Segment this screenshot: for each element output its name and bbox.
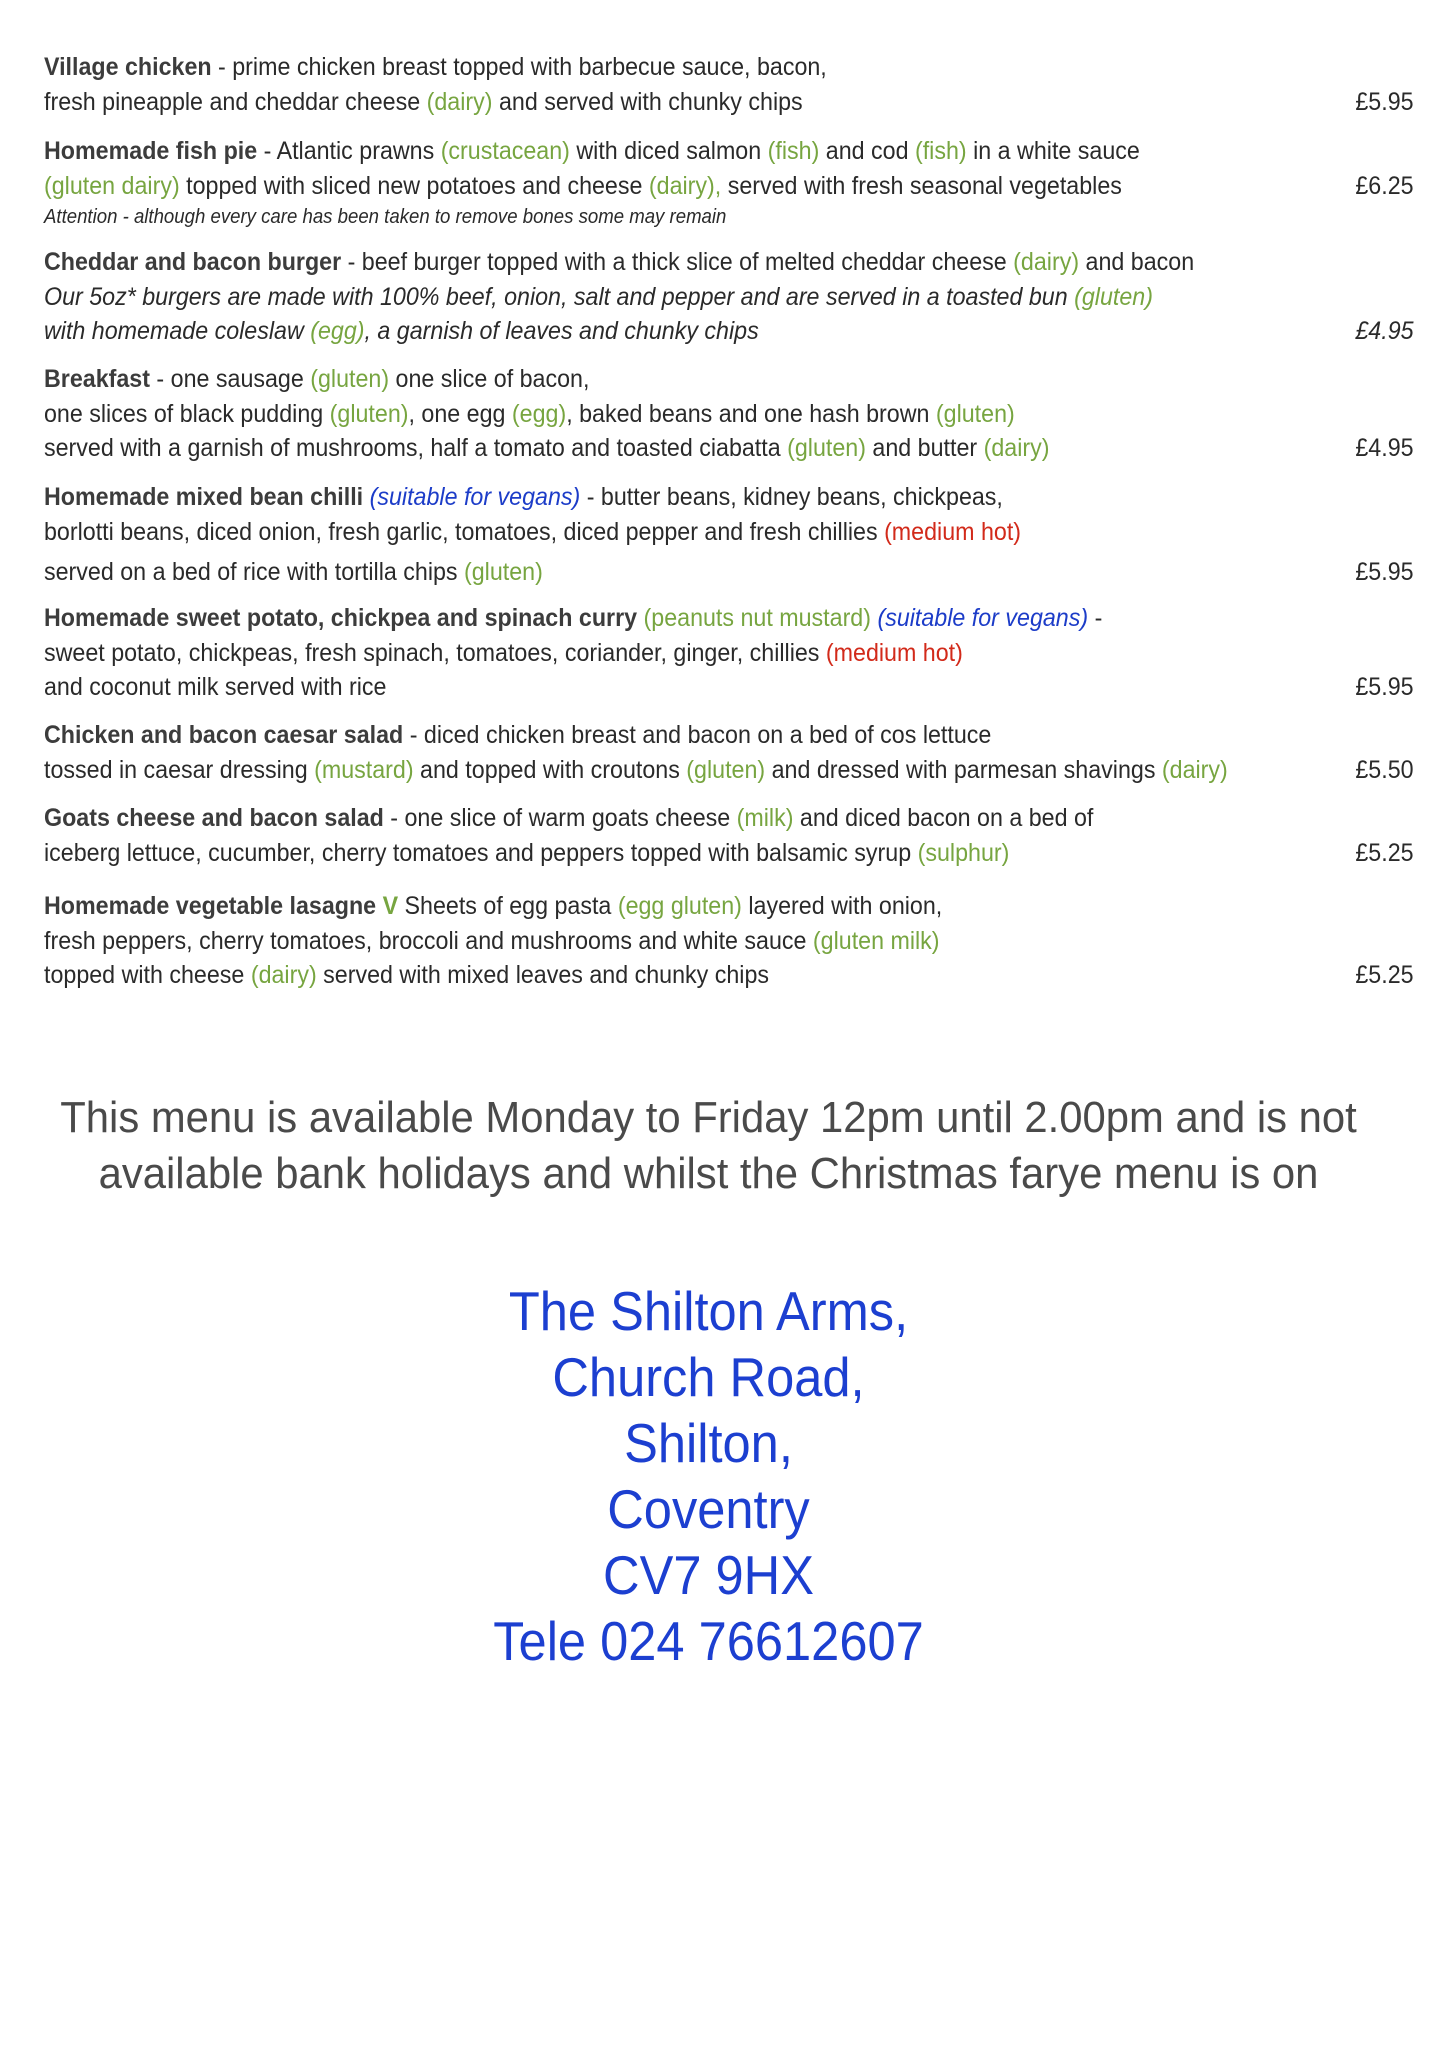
notice-line: available bank holidays and whilst the Christmas farye menu is on (98, 1149, 1319, 1198)
bones-warning-note: Attention - although every care has been taken to remove bones some may remain (44, 206, 727, 228)
pub-address (0, 1278, 1417, 1674)
item-description: iceberg lettuce, cucumber, cherry tomatoes and peppers topped with balsamic syrup (44, 838, 918, 867)
item-line (44, 958, 1318, 993)
item-description: sweet potato, chickpeas, fresh spinach, tomatoes, coriander, ginger, chillies (44, 638, 826, 667)
item-description: and coconut milk served with rice (44, 673, 387, 701)
item-line (44, 314, 1318, 349)
item-line (44, 480, 1318, 515)
item-description: tossed in caesar dressing (44, 755, 315, 784)
allergen-tag: (gluten) (464, 558, 543, 586)
item-name: Chicken and bacon caesar salad (44, 721, 404, 749)
item-line (44, 169, 1318, 204)
allergen-tag: (dairy) (426, 87, 493, 116)
item-description: served with fresh seasonal vegetables (721, 171, 1122, 200)
item-description: served on a bed of rice with tortilla chips (44, 558, 465, 586)
vegan-tag: (suitable for vegans) (369, 483, 581, 511)
item-name: Village chicken (44, 53, 212, 81)
menu-item-caesar-salad (44, 718, 1414, 787)
item-line (44, 515, 1318, 550)
menu-item-sweet-potato-curry (44, 601, 1414, 705)
menu-item-bean-chilli (44, 480, 1414, 590)
item-description: and topped with croutons (413, 755, 687, 784)
item-description: and diced bacon on a bed of (793, 804, 1094, 832)
allergen-tag: (gluten) (1074, 282, 1153, 311)
item-line (44, 889, 1318, 924)
item-description: - diced chicken breast and bacon on a bed of cos lettuce (403, 721, 992, 749)
item-description: one slices of black pudding (44, 399, 330, 428)
item-name: Homemade vegetable lasagne (44, 892, 377, 920)
vegetarian-mark: V (382, 892, 399, 920)
allergen-tag: (dairy) (1013, 248, 1080, 276)
item-price: £5.25 (1355, 961, 1414, 989)
item-description: - prime chicken breast topped with barbecue sauce, bacon, (211, 53, 827, 81)
item-description: - one sausage (149, 365, 311, 393)
address-pub-name: The Shilton Arms, (508, 1280, 909, 1342)
item-description: and butter (865, 434, 984, 462)
allergen-tag: (dairy) (1161, 755, 1228, 784)
item-line (44, 718, 1318, 753)
item-description: - Atlantic prawns (257, 137, 441, 165)
item-line (44, 670, 1318, 705)
allergen-tag: (crustacean) (440, 137, 570, 165)
allergen-tag: (dairy) (983, 434, 1050, 462)
item-description: one slice of bacon, (389, 365, 590, 393)
item-description: served with mixed leaves and chunky chips (316, 961, 770, 989)
item-description: and cod (819, 137, 915, 165)
item-description: and bacon (1079, 248, 1195, 276)
item-line (44, 753, 1318, 788)
allergen-tag: (gluten) (329, 399, 409, 428)
menu-item-breakfast (44, 362, 1414, 466)
allergen-tag: (dairy), (648, 171, 722, 200)
vegan-tag: (suitable for vegans) (877, 604, 1089, 632)
menu-item-cheddar-bacon-burger (44, 245, 1414, 349)
allergen-tag: (fish) (914, 137, 967, 165)
item-line (44, 924, 1318, 959)
item-line (44, 50, 1318, 85)
item-line (44, 245, 1318, 280)
item-price: £5.25 (1355, 838, 1414, 867)
item-line (44, 134, 1318, 169)
item-price: £5.95 (1355, 87, 1414, 116)
item-description: in a white sauce (966, 137, 1140, 165)
item-description: borlotti beans, diced onion, fresh garlic, tomatoes, diced pepper and fresh chillies (44, 517, 885, 546)
item-price: £4.95 (1355, 434, 1414, 462)
item-line (44, 801, 1318, 836)
item-line (44, 431, 1318, 466)
menu-item-village-chicken (44, 50, 1414, 119)
menu-item-goats-cheese-salad (44, 801, 1414, 870)
item-name: Goats cheese and bacon salad (44, 804, 384, 832)
item-line (44, 555, 1318, 590)
item-description: served with a garnish of mushrooms, half a tomato and toasted ciabatta (44, 434, 788, 462)
address-city: Coventry (607, 1478, 810, 1540)
item-description: fresh peppers, cherry tomatoes, broccoli and mushrooms and white sauce (44, 926, 813, 955)
item-description: - one slice of warm goats cheese (383, 804, 737, 832)
menu-item-vegetable-lasagne (44, 889, 1414, 993)
item-description: - beef burger topped with a thick slice of melted cheddar cheese (341, 248, 1014, 276)
heat-tag: (medium hot) (825, 638, 963, 667)
allergen-tag: (milk) (736, 804, 794, 832)
item-description: - (1088, 604, 1103, 632)
item-price: £5.95 (1355, 558, 1414, 586)
item-name: Cheddar and bacon burger (44, 248, 342, 276)
address-street: Church Road, (552, 1346, 865, 1408)
item-line (44, 362, 1318, 397)
allergen-tag: (sulphur) (917, 838, 1010, 867)
allergen-tag: (gluten) (935, 399, 1015, 428)
address-postcode: CV7 9HX (603, 1544, 814, 1606)
item-name: Homemade sweet potato, chickpea and spinach curry (44, 604, 638, 632)
item-line (44, 601, 1318, 636)
item-description: - butter beans, kidney beans, chickpeas, (580, 483, 1003, 511)
notice-line: This menu is available Monday to Friday 12pm until 2.00pm and is not (60, 1093, 1357, 1142)
item-description: with homemade coleslaw (44, 317, 311, 345)
item-description: topped with cheese (44, 961, 251, 989)
address-telephone: Tele 024 76612607 (493, 1610, 924, 1672)
item-price: £5.95 (1355, 673, 1414, 701)
allergen-tag: (egg) (310, 317, 365, 345)
item-price: £4.95 (1355, 317, 1414, 345)
item-description: topped with sliced new potatoes and cheese (179, 171, 649, 200)
item-description: fresh pineapple and cheddar cheese (44, 87, 427, 116)
item-name: Homemade fish pie (44, 137, 258, 165)
item-price: £6.25 (1355, 171, 1414, 200)
allergen-tag: (gluten dairy) (44, 171, 180, 200)
allergen-tag: (gluten) (310, 365, 390, 393)
item-description: , a garnish of leaves and chunky chips (364, 317, 759, 345)
allergen-tag: (fish) (767, 137, 820, 165)
allergen-tag: (dairy) (250, 961, 317, 989)
item-description: , one egg (408, 399, 512, 428)
item-line (44, 836, 1318, 871)
item-description: and served with chunky chips (492, 87, 803, 116)
allergen-tag: (egg) (511, 399, 567, 428)
item-line (44, 636, 1318, 671)
item-name: Homemade mixed bean chilli (44, 483, 364, 511)
item-line (44, 397, 1318, 432)
item-description: and dressed with parmesan shavings (765, 755, 1162, 784)
allergen-tag: (gluten milk) (812, 926, 940, 955)
item-description: with diced salmon (569, 137, 768, 165)
allergen-tag: (gluten) (686, 755, 766, 784)
allergen-tag: (peanuts nut mustard) (643, 604, 871, 632)
address-village: Shilton, (624, 1412, 793, 1474)
heat-tag: (medium hot) (884, 517, 1022, 546)
item-price: £5.50 (1355, 755, 1414, 784)
item-line (44, 85, 1318, 120)
allergen-tag: (mustard) (314, 755, 414, 784)
item-description: layered with onion, (741, 892, 943, 920)
availability-notice (0, 1090, 1417, 1202)
item-line (44, 280, 1318, 315)
allergen-tag: (gluten) (787, 434, 866, 462)
item-description: Sheets of egg pasta (398, 892, 618, 920)
item-description: Our 5oz* burgers are made with 100% beef, onion, salt and pepper and are served in a toasted bun (44, 282, 1075, 311)
item-description: , baked beans and one hash brown (566, 399, 936, 428)
allergen-tag: (egg gluten) (617, 892, 742, 920)
menu-item-fish-pie (44, 134, 1414, 231)
item-name: Breakfast (44, 365, 150, 393)
